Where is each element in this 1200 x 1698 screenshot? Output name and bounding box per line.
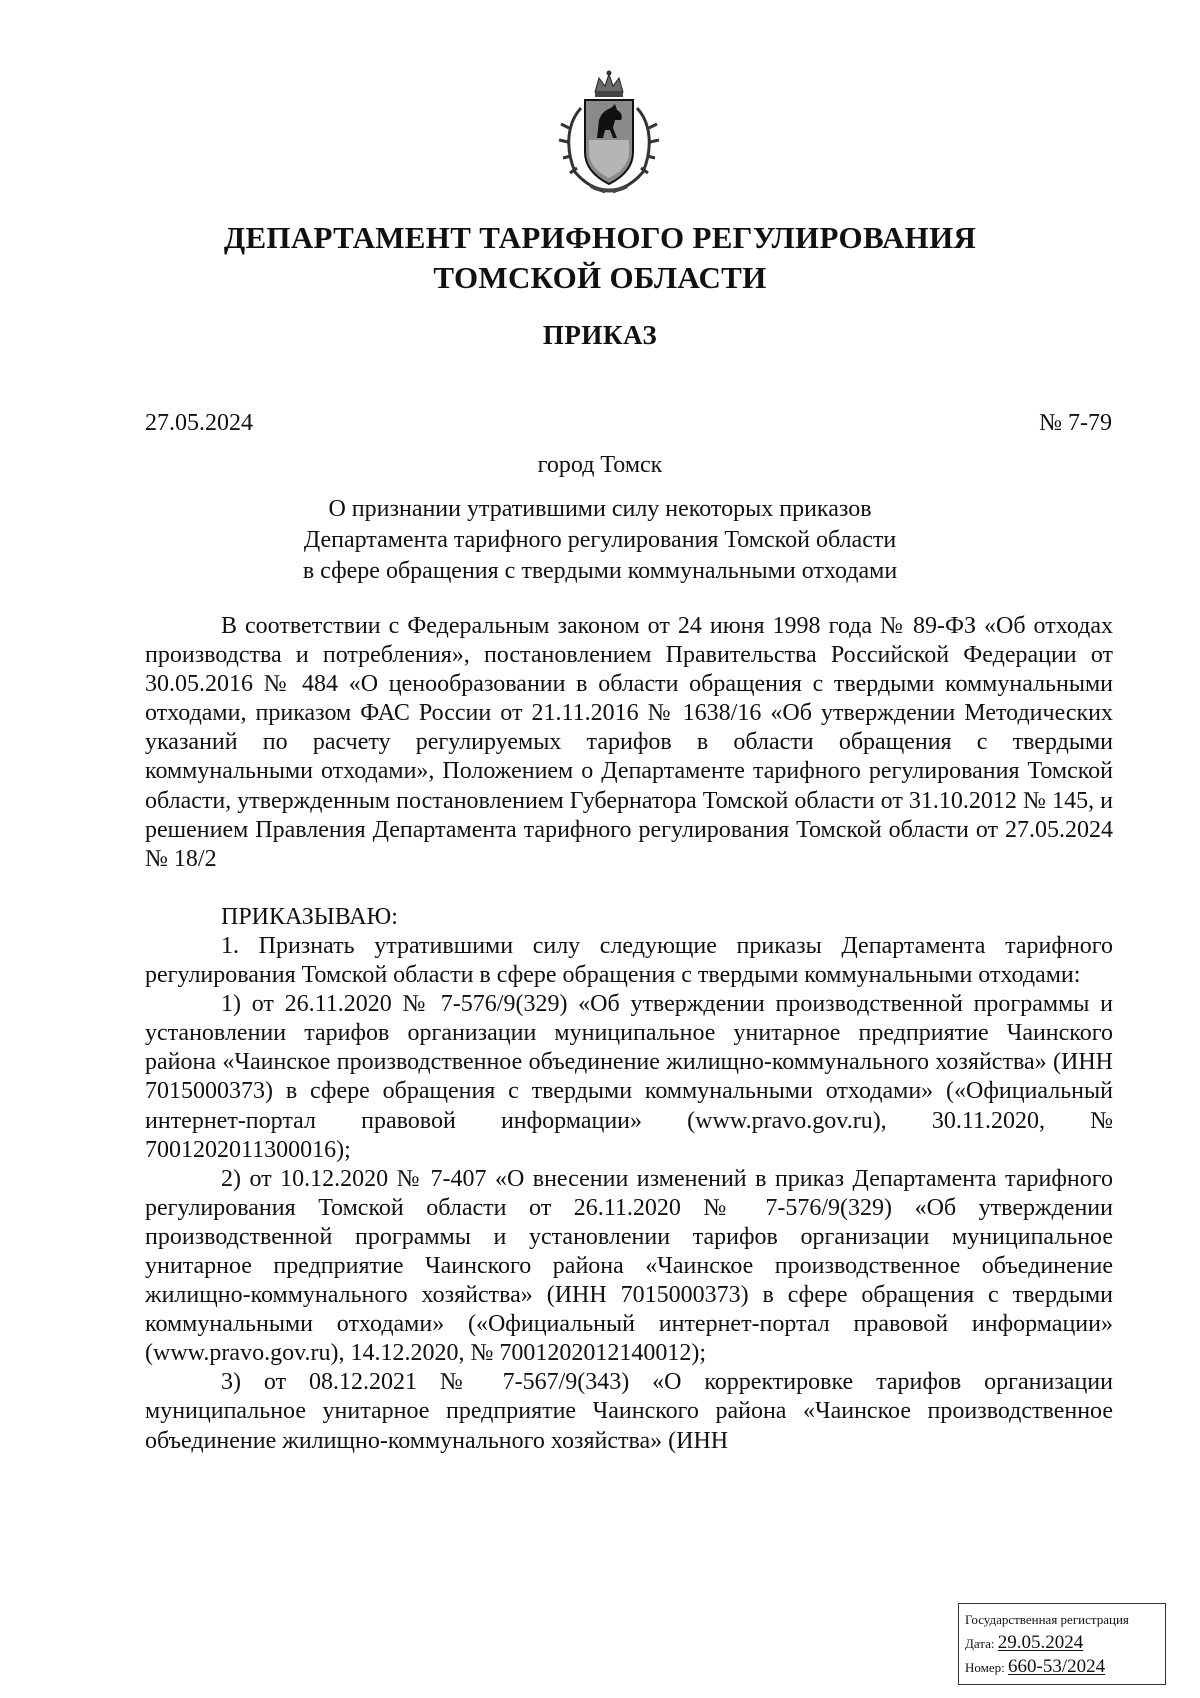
registration-title: Государственная регистрация bbox=[965, 1612, 1129, 1627]
order-subject bbox=[140, 494, 1060, 587]
order-word: ПРИКАЗЫВАЮ: bbox=[221, 903, 398, 930]
registration-date-label: Дата: bbox=[965, 1636, 995, 1651]
order-number: № 7-79 bbox=[1039, 410, 1112, 436]
tomsk-coat-of-arms-icon bbox=[555, 68, 663, 196]
department-name-line1: ДЕПАРТАМЕНТ ТАРИФНОГО РЕГУЛИРОВАНИЯ bbox=[223, 220, 977, 255]
sub-clause-3: 3) от 08.12.2021 № 7-567/9(343) «О корректировке тарифов организации муниципальное унитарное предприятие Чаинского района «Чаинское производственное объединение жилищно-коммунального хозяйства» (ИНН bbox=[145, 1369, 1113, 1454]
subject-line3: в сфере обращения с твердыми коммунальными отходами bbox=[302, 558, 898, 584]
subject-line1: О признании утратившими силу некоторых приказов bbox=[328, 496, 872, 522]
sub-clause-1: 1) от 26.11.2020 № 7-576/9(329) «Об утверждении производственной программы и установлении тарифов организации муниципальное унитарное предприятие Чаинского района «Чаинское производственное объединение жилищно-коммунального хозяйства» (ИНН 7015000373) в сфере обращения с твердыми коммунальными отходами» («Официальный интернет-портал правовой информации» (www.pravo.gov.ru), 30.11.2020, № 7001202011300016); bbox=[145, 991, 1113, 1163]
subject-line2: Департамента тарифного регулирования Томской области bbox=[303, 527, 897, 553]
department-name-line2: ТОМСКОЙ ОБЛАСТИ bbox=[433, 260, 767, 295]
registration-date-row bbox=[965, 1631, 1159, 1655]
document-title: ПРИКАЗ bbox=[542, 320, 658, 350]
department-name bbox=[140, 218, 1060, 298]
order-body bbox=[145, 612, 1113, 1456]
clause-1: 1. Признать утратившими силу следующие приказы Департамента тарифного регулирования Томской области в сфере обращения с твердыми коммунальными отходами: bbox=[145, 932, 1113, 989]
registration-number-value: 660-53/2024 bbox=[1008, 1656, 1106, 1677]
order-date: 27.05.2024 bbox=[145, 410, 253, 436]
registration-stamp bbox=[958, 1603, 1166, 1685]
paragraph-spacer bbox=[145, 874, 1113, 903]
registration-date-value: 29.05.2024 bbox=[997, 1632, 1084, 1653]
registration-number-row bbox=[965, 1655, 1159, 1679]
order-city: город Томск bbox=[537, 452, 663, 478]
registration-number-label: Номер: bbox=[965, 1660, 1005, 1675]
preamble-paragraph: В соответствии с Федеральным законом от 24 июня 1998 года № 89-ФЗ «Об отходах производства и потребления», постановлением Правительства Российской Федерации от 30.05.2016 № 484 «О ценообразовании в области обращения с твердыми коммунальными отходами, приказом ФАС России от 21.11.2016 № 1638/16 «Об утверждении Методических указаний по расчету регулируемых тарифов в области обращения с твердыми коммунальными отходами», Положением о Департаменте тарифного регулирования Томской области, утвержденным постановлением Губернатора Томской области от 31.10.2012 № 145, и решением Правления Департамента тарифного регулирования Томской области от 27.05.2024 № 18/2 bbox=[145, 613, 1113, 872]
sub-clause-2: 2) от 10.12.2020 № 7-407 «О внесении изменений в приказ Департамента тарифного регулирования Томской области от 26.11.2020 № 7-576/9(329) «Об утверждении производственной программы и установлении тарифов организации муниципальное унитарное предприятие Чаинского района «Чаинское производственное объединение жилищно-коммунального хозяйства» (ИНН 7015000373) в сфере обращения с твердыми коммунальными отходами» («Официальный интернет-портал правовой информации» (www.pravo.gov.ru), 14.12.2020, № 7001202012140012); bbox=[145, 1165, 1113, 1367]
